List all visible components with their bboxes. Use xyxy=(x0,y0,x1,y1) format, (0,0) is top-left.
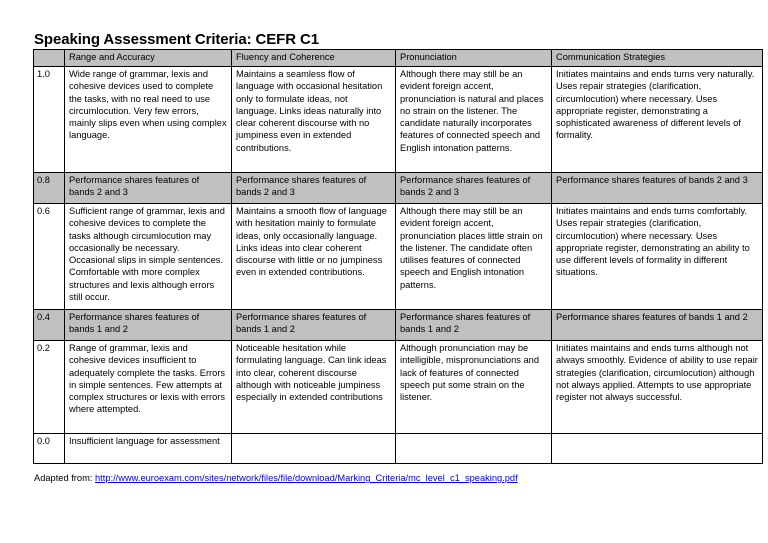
table-row xyxy=(34,204,763,310)
table-cell: Performance shares features of bands 2 and 3 xyxy=(232,173,396,204)
header-communication-strategies: Communication Strategies xyxy=(552,50,763,67)
table-cell: Performance shares features of bands 1 and 2 xyxy=(396,310,552,341)
page-title: Speaking Assessment Criteria: CEFR C1 xyxy=(34,31,320,48)
table-cell: Performance shares features of bands 2 and 3 xyxy=(396,173,552,204)
table-row xyxy=(34,310,763,341)
table-cell: Insufficient language for assessment xyxy=(65,434,232,464)
table-cell: Range of grammar, lexis and cohesive devices insufficient to adequately complete the tasks. Errors in simple sentences. Few attempts at complex structures or lexis with errors where attempted. xyxy=(65,341,232,434)
source-footer xyxy=(34,473,518,483)
table-cell: Maintains a smooth flow of language with hesitation mainly to formulate ideas, only occasionally language. Links ideas into clear coherent discourse with little or no jumpiness even in extended contributions. xyxy=(232,204,396,310)
table-cell: Initiates maintains and ends turns although not always smoothly. Evidence of ability to use repair strategies (clarification, circumlocution) although not always applied. Attempts to use appropriate register not always successful. xyxy=(552,341,763,434)
table-cell xyxy=(552,434,763,464)
table-cell: Wide range of grammar, lexis and cohesive devices used to complete the tasks, with no real need to use circumlocution. Very few errors, mainly slips even when using complex language. xyxy=(65,67,232,173)
table-row xyxy=(34,173,763,204)
table-cell: Performance shares features of bands 1 and 2 xyxy=(65,310,232,341)
table-cell: Noticeable hesitation while formulating language. Can link ideas into clear, coherent discourse although with noticeable jumpiness especially in extended contributions xyxy=(232,341,396,434)
table-cell: Sufficient range of grammar, lexis and cohesive devices to complete the tasks although circumlocution may occasionally be necessary. Occasional slips in simple sentences. Comfortable with more complex structures and lexis although errors still occur. xyxy=(65,204,232,310)
table-cell: Performance shares features of bands 1 and 2 xyxy=(552,310,763,341)
table-cell: Although pronunciation may be intelligible, mispronunciations and lack of features of connected speech put some strain on the listener. xyxy=(396,341,552,434)
score-cell: 0.8 xyxy=(34,173,65,204)
score-cell: 1.0 xyxy=(34,67,65,173)
table-cell: Although there may still be an evident foreign accent, pronunciation is natural and places no strain on the listener. The candidate naturally incorporates features of connected speech and English intonation patterns. xyxy=(396,67,552,173)
score-cell: 0.2 xyxy=(34,341,65,434)
source-prefix: Adapted from: xyxy=(34,473,95,483)
score-cell: 0.4 xyxy=(34,310,65,341)
header-fluency-coherence: Fluency and Coherence xyxy=(232,50,396,67)
table-row xyxy=(34,341,763,434)
table-cell: Performance shares features of bands 2 and 3 xyxy=(65,173,232,204)
source-link[interactable]: http://www.euroexam.com/sites/network/files/file/download/Marking_Criteria/mc_level_c1_speaking.pdf xyxy=(94,473,518,483)
table-cell: Performance shares features of bands 1 and 2 xyxy=(232,310,396,341)
header-range-accuracy: Range and Accuracy xyxy=(65,50,232,67)
header-row xyxy=(34,50,763,67)
table-row xyxy=(34,434,763,464)
table-row xyxy=(34,67,763,173)
criteria-table xyxy=(33,49,763,464)
table-cell: Performance shares features of bands 2 and 3 xyxy=(552,173,763,204)
table-cell: Initiates maintains and ends turns very naturally. Uses repair strategies (clarification, circumlocution) where necessary. Uses appropriate register, demonstrating a sophisticated awareness of different levels of formality. xyxy=(552,67,763,173)
table-cell xyxy=(232,434,396,464)
table-cell xyxy=(396,434,552,464)
score-cell: 0.0 xyxy=(34,434,65,464)
table-cell: Maintains a seamless flow of language with occasional hesitation only to formulate ideas, not language. Links ideas naturally into clear coherent discourse with no jumpiness even in extended contributions. xyxy=(232,67,396,173)
table-cell: Initiates maintains and ends turns comfortably. Uses repair strategies (clarification, circumlocution) where necessary. Uses appropriate register, demonstrating an ability to use different levels of formality in different situations. xyxy=(552,204,763,310)
header-pronunciation: Pronunciation xyxy=(396,50,552,67)
score-cell: 0.6 xyxy=(34,204,65,310)
table-cell: Although there may still be an evident foreign accent, pronunciation places little strain on the listener. The candidate often utilises features of connected speech and English intonation patterns. xyxy=(396,204,552,310)
header-score xyxy=(34,50,65,67)
